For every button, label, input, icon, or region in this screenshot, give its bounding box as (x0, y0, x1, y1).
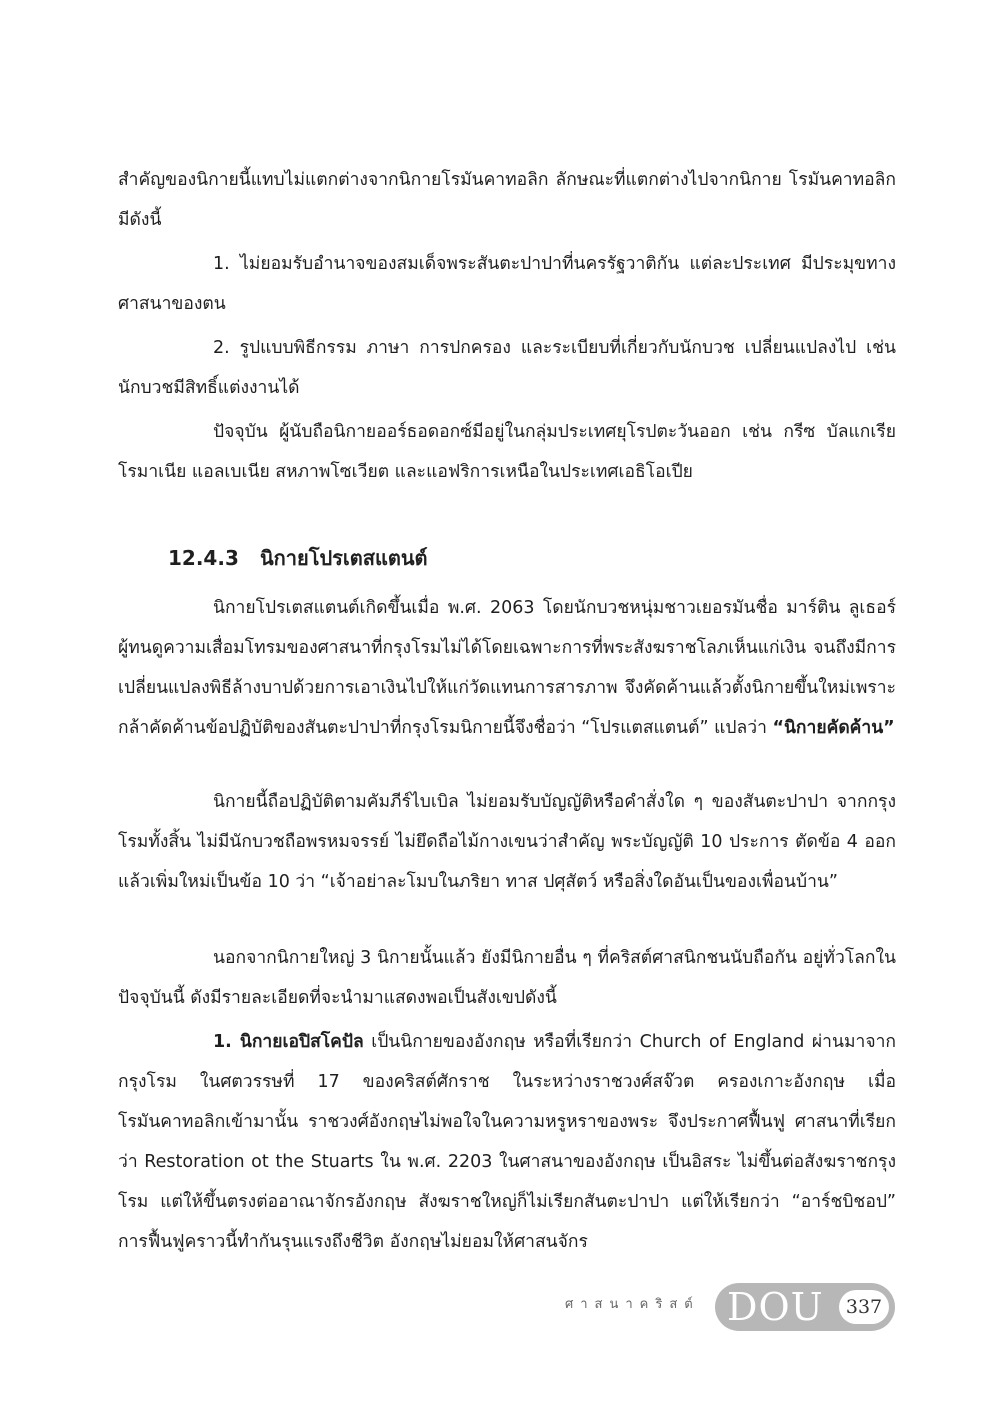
paragraph-protestant-practice: นิกายนี้ถือปฏิบัติตามคัมภีร์ไบเบิล ไม่ยอมรับบัญญัติหรือคำสั่งใด ๆ ของสันตะปาปา จากกรุงโรมทั้งสิ้น ไม่มีนักบวชถือพรหมจรรย์ ไม่ยึดถือไม้กางเขนว่าสำคัญ พระบัญญัติ 10 ประการ ตัดข้อ 4 ออก แล้วเพิ่มใหม่เป็นข้อ 10 ว่า “เจ้าอย่าละโมบในภริยา ทาส ปศุสัตว์ หรือสิ่งใดอันเป็นของเพื่อนบ้าน” (118, 792, 896, 892)
paragraph-intro: สำคัญของนิกายนี้แทบไม่แตกต่างจากนิกายโรมันคาทอลิก ลักษณะที่แตกต่างไปจากนิกาย โรมันคาทอลิกมีดังนี้ (118, 170, 896, 230)
episcopal-text: เป็นนิกายของอังกฤษ หรือที่เรียกว่า Church of England ผ่านมาจากกรุงโรม ในศตวรรษที่ 17 ของคริสต์ศักราช ในระหว่างราชวงศ์สจ๊วต ครองเกาะอังกฤษ เมื่อโรมันคาทอลิกเข้ามานั้น ราชวงศ์อังกฤษไม่พอใจในความหรูหราของพระ จึงประกาศฟื้นฟู ศาสนาที่เรียกว่า Restoration ot the Stuarts ใน พ.ศ. 2203 ในศาสนาของอังกฤษ เป็นอิสระ ไม่ขึ้นต่อสังฆราชกรุงโรม แต่ให้ขึ้นตรงต่ออาณาจักรอังกฤษ สังฆราชใหญ่ก็ไม่เรียกสันตะปาปา แต่ให้เรียกว่า “อาร์ชบิชอป” การฟื้นฟูคราวนี้ทำกันรุนแรงถึงชีวิต อังกฤษไม่ยอมให้ศาสนจักร (118, 1032, 896, 1252)
episcopal-title: 1. นิกายเอปิสโคปัล (213, 1032, 364, 1052)
protestant-meaning: “นิกายคัดค้าน” (772, 718, 895, 738)
paragraph-protestant-origin (118, 588, 896, 748)
section-heading (168, 538, 427, 578)
protestant-origin-text: นิกายโปรเตสแตนต์เกิดขึ้นเมื่อ พ.ศ. 2063 โดยนักบวชหนุ่มชาวเยอรมันชื่อ มาร์ติน ลูเธอร์ ผู้ทนดูความเสื่อมโทรมของศาสนาที่กรุงโรมไม่ได้โดยเฉพาะการที่พระสังฆราชโลภเห็นแก่เงิน จนถึงมีการเปลี่ยนแปลงพิธีล้างบาปด้วยการเอาเงินไปให้แก่วัดแทนการสารภาพ จึงคัดค้านแล้วตั้งนิกายขึ้นใหม่เพราะกล้าคัดค้านข้อปฏิบัติของสันตะปาปาที่กรุงโรมนิกายนี้จึงชื่อว่า “โปรแตสแตนต์” แปลว่า (118, 598, 896, 738)
paragraph-other-denominations: นอกจากนิกายใหญ่ 3 นิกายนั้นแล้ว ยังมีนิกายอื่น ๆ ที่คริสต์ศาสนิกชนนับถือกัน อยู่ทั่วโลกในปัจจุบันนี้ ดังมีรายละเอียดที่จะนำมาแสดงพอเป็นสังเขปดังนี้ (118, 948, 896, 1008)
section-title: นิกายโปรเตสแตนต์ (260, 546, 428, 570)
paragraph-list-1: 1. ไม่ยอมรับอำนาจของสมเด็จพระสันตะปาปาที่นครรัฐวาติกัน แต่ละประเทศ มีประมุขทางศาสนาของตน (118, 254, 896, 314)
dou-logo-badge (715, 1283, 895, 1331)
paragraph-list-2: 2. รูปแบบพิธีกรรม ภาษา การปกครอง และระเบียบที่เกี่ยวกับนักบวช เปลี่ยนแปลงไป เช่น นักบวชมีสิทธิ์แต่งงานได้ (118, 338, 896, 398)
dou-logo-text: DOU (727, 1285, 824, 1329)
paragraph-episcopal (118, 1022, 896, 1262)
page-number: 337 (839, 1290, 889, 1324)
page-footer (565, 1283, 898, 1333)
paragraph-present-day: ปัจจุบัน ผู้นับถือนิกายออร์ธอดอกซ์มีอยู่ในกลุ่มประเทศยุโรปตะวันออก เช่น กรีซ บัลแกเรีย โรมาเนีย แอลเบเนีย สหภาพโซเวียต และแอฟริการเหนือในประเทศเอธิโอเปีย (118, 422, 896, 482)
footer-subject-label: ศาสนาคริสต์ (565, 1297, 700, 1312)
section-number: 12.4.3 (168, 546, 239, 570)
